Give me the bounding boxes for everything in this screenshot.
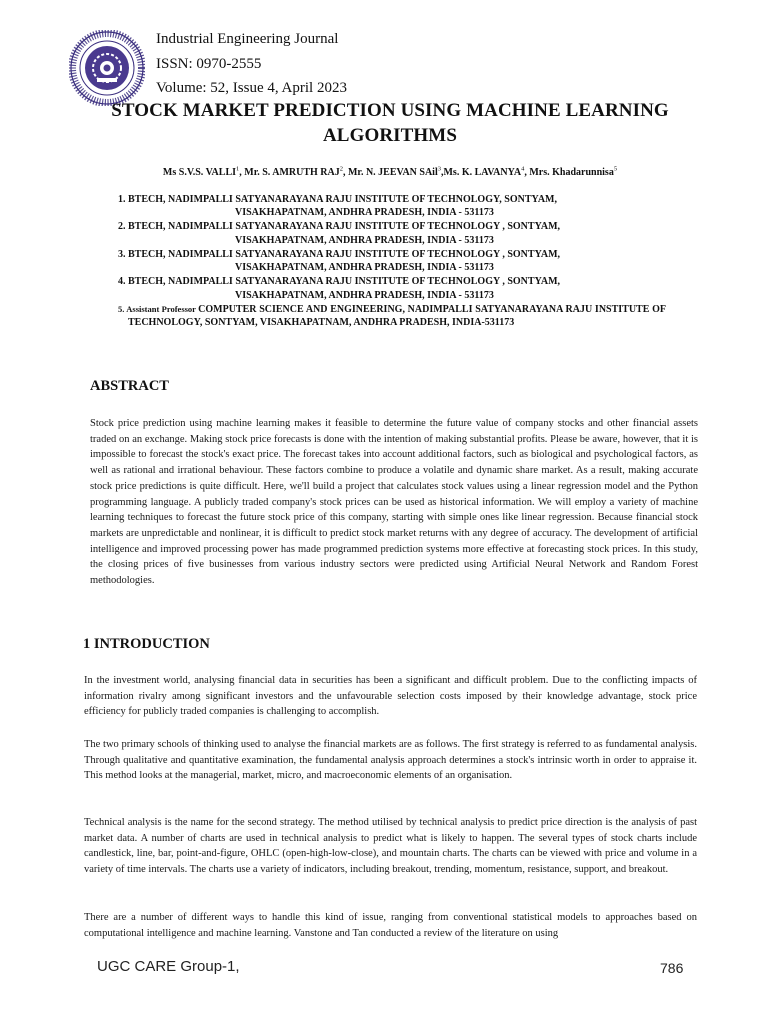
paper-title-line-2: ALGORITHMS: [322, 125, 458, 146]
author: Mr. S. AMRUTH RAJ$^2$,: [244, 166, 348, 179]
intro-paragraph-4: There are a number of different ways to handle this kind of issue, ranging from conventional statistical models to approaches based on computational intelligence and machine learning. Vanstone and Tan conducted a review of the literature on using: [84, 912, 697, 939]
paper-title-line-1: STOCK MARKET PREDICTION USING MACHINE LEARNING: [111, 100, 669, 121]
journal-name: Industrial Engineering Journal: [156, 31, 339, 47]
affiliation-item-5: [118, 303, 666, 330]
intro-paragraph-3: Technical analysis is the name for the second strategy. The method utilised by technical analysis to predict price direction is the analysis of past market data. A number of charts are used in technical analysis to predict what is likely to happen. The several types of stock charts include candlestick, line, bar, point-and-figure, OHLC (open-high-low-close), and mountain charts. The charts can be viewed with price and volume in a variety of time intervals. The charts use a variety of indicators, including breakout, trending, momentum, resistance, support, and breakout.: [84, 817, 697, 876]
affiliation-list: [118, 193, 666, 330]
abstract-heading: ABSTRACT: [90, 378, 169, 394]
abstract-text: Stock price prediction using machine learning makes it feasible to determine the future value of company stocks and other financial assets traded on an exchange. Making stock price forecasts is done with the intention of making substantial profits. Please be aware, however, that it is impossible to forecast the stock's exact price. The forecast takes into account additional factors, such as biological and psychological factors, as well as rational and irrational behaviour. These factors combine to produce a volatile and dynamic share market. As a result, making accurate stock price predictions is quite difficult. Here, we'll build a project that calculates stock values using a linear regression model and the Python programming language. A publicly traded company's stock prices can be used as historical information. We will employ a variety of machine learning techniques to forecast the future stock price of this company, starting with simple ones like linear regression. Because financial stock markets are unpredictable and nonlinear, it is difficult to predict stock market returns with any degree of accuracy. The development of artificial intelligence and improved processing power has made programmed prediction systems more effective at forecasting stock prices. In this study, the closing prices of five businesses from various industry sectors were predicted using Artificial Neural Network and Random Forest methodologies.: [90, 418, 698, 587]
journal-issn: ISSN: 0970-2555: [156, 55, 262, 72]
affiliation-item: 4. BTECH, NADIMPALLI SATYANARAYANA RAJU INSTITUTE OF TECHNOLOGY , SONTYAM, VISAKHAPATNAM, ANDHRA PRADESH, INDIA - 531173: [118, 276, 561, 301]
author: Mr. N. JEEVAN SAil$^3$,: [347, 166, 444, 179]
journal-volume: Volume: 52, Issue 4, April 2023: [156, 80, 347, 96]
affiliation-item: 1. BTECH, NADIMPALLI SATYANARAYANA RAJU INSTITUTE OF TECHNOLOGY, SONTYAM, VISAKHAPATNAM, ANDHRA PRADESH, INDIA - 531173: [118, 194, 557, 219]
journal-header: [156, 27, 347, 101]
author: Mrs. Khadarunnisa$^5$: [529, 166, 618, 179]
introduction-heading: 1 INTRODUCTION: [83, 636, 210, 652]
affiliation-role: 5. Assistant Professor: [118, 303, 199, 314]
intro-paragraph-2: The two primary schools of thinking used to analyse the financial markets are as follows. The first strategy is referred to as fundamental analysis. Through qualitative and quantitative examination, the fundamental analysis approach determines a stock's intrinsic worth in order to appraise it. This method looks at the managerial, market, micro, and macroeconomic elements of an organisation.: [84, 739, 697, 782]
author-list: [60, 163, 720, 180]
author: Ms S.V.S. VALLI$^1$,: [162, 166, 245, 179]
intro-paragraph-1: In the investment world, analysing financial data in securities has been a significant and difficult problem. Due to the conflicting impacts of information rivalry among significant investors and the unfavourable selection costs imposed by their knowledge advantage, stock price efficiency for publicly traded companies is challenging to accomplish.: [84, 675, 697, 718]
author: Ms. K. LAVANYA$^4$,: [443, 166, 530, 179]
paper-title: [100, 98, 680, 148]
affiliation-text: COMPUTER SCIENCE AND ENGINEERING, NADIMPALLI SATYANARAYANA RAJU INSTITUTE OF TECHNOLOGY, SONTYAM, VISAKHAPATNAM, ANDHRA PRADESH, INDIA-531173: [128, 303, 666, 329]
page-number: 786: [660, 960, 684, 976]
affiliation-item: 2. BTECH, NADIMPALLI SATYANARAYANA RAJU INSTITUTE OF TECHNOLOGY , SONTYAM, VISAKHAPATNAM, ANDHRA PRADESH, INDIA - 531173: [118, 221, 561, 246]
journal-logo: [69, 30, 145, 106]
affiliation-item: 3. BTECH, NADIMPALLI SATYANARAYANA RAJU INSTITUTE OF TECHNOLOGY , SONTYAM, VISAKHAPATNAM, ANDHRA PRADESH, INDIA - 531173: [118, 248, 561, 274]
footer-group-label: UGC CARE Group-1,: [97, 958, 240, 975]
